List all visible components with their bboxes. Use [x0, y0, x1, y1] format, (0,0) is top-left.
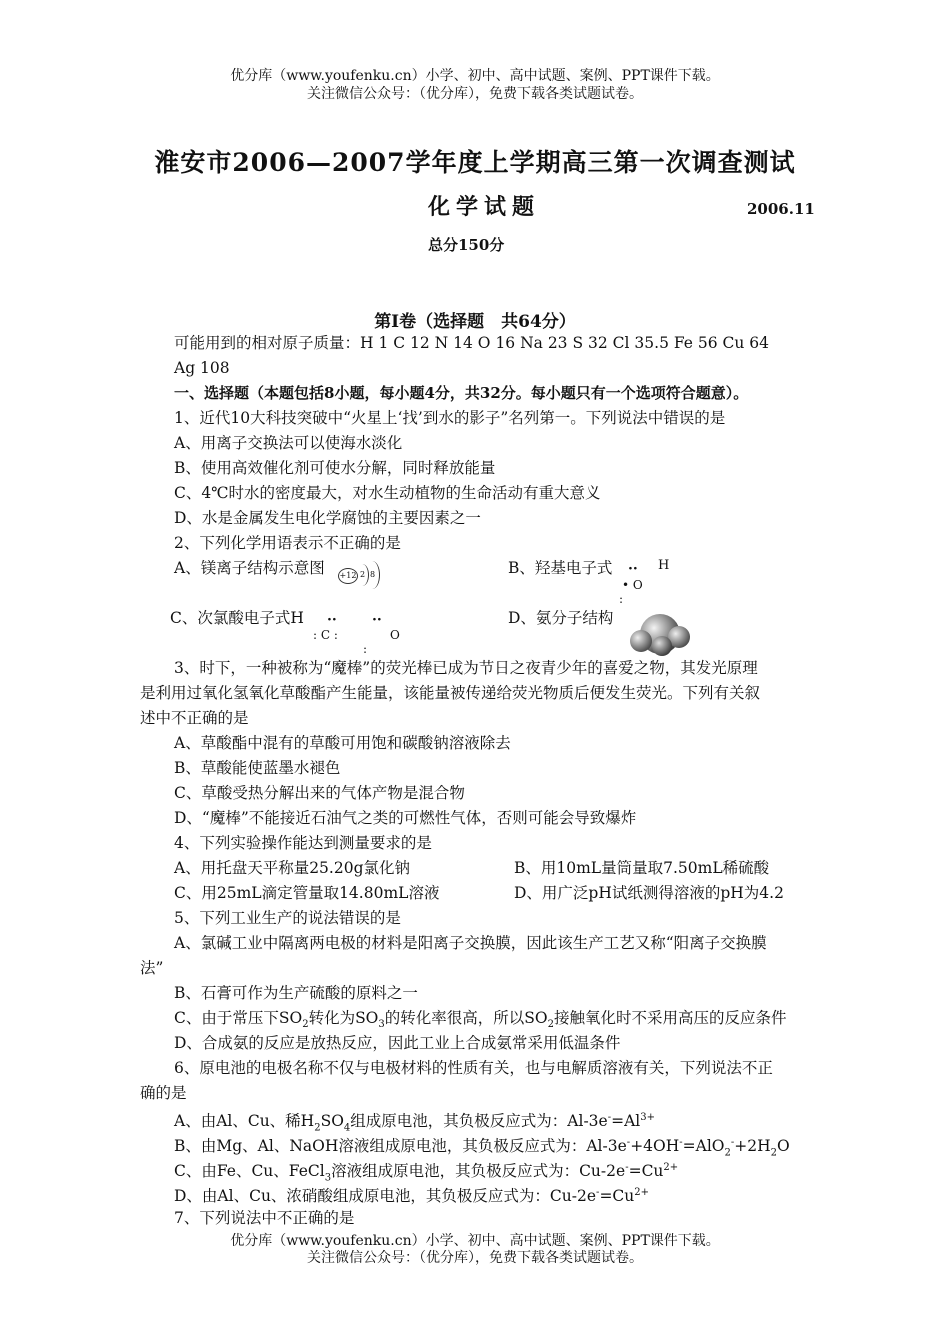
atomic-mass-line: 可能用到的相对原子质量：H 1 C 12 N 14 O 16 Na 23 S 32 Cl 35.5 Fe 56 Cu 64 — [174, 334, 770, 352]
hclo-o: O — [390, 628, 400, 642]
q3-option-d: D、“魔棒”不能接近石油气之类的可燃性气体，否则可能会导致爆炸 — [174, 809, 637, 827]
q3-line-3: 述中不正确的是 — [140, 709, 249, 727]
q6-option-d: D、由Al、Cu、浓硝酸组成原电池，其负极反应式为：$Cu-2e^-=Cu^{2+}$ — [174, 1187, 650, 1206]
q2-option-d: D、氨分子结构 — [508, 609, 614, 627]
shell-2-count: 8 — [370, 570, 376, 579]
q1-stem: 1、近代10大科技突破中“火星上‘找’到水的影子”名列第一。下列说法中错误的是 — [174, 409, 726, 427]
section-title: 第Ⅰ卷（选择题 共64分） — [374, 312, 576, 332]
q7-stem: 7、下列说法中不正确的是 — [174, 1209, 355, 1227]
q5-option-d: D、合成氨的反应是放热反应，因此工业上合成氨常采用低温条件 — [174, 1034, 621, 1052]
q1-option-c: C、4℃时水的密度最大，对水生动植物的生命活动有重大意义 — [174, 484, 601, 502]
q5-option-b: B、石膏可作为生产硫酸的原料之一 — [174, 984, 418, 1002]
exam-date: 2006.11 — [747, 200, 815, 218]
q1-option-a: A、用离子交换法可以使海水淡化 — [174, 434, 403, 452]
ammonia-model-icon — [628, 610, 694, 656]
q2-option-c: C、次氯酸电子式H — [170, 609, 304, 627]
hydroxyl-colon: : — [619, 592, 624, 606]
nucleus-circle: +12 — [338, 568, 358, 584]
q6-line-2: 确的是 — [140, 1084, 187, 1102]
q2-option-a: A、镁离子结构示意图 — [174, 559, 325, 577]
q4-option-c: C、用25mL滴定管量取14.80mL溶液 — [174, 884, 440, 902]
atomic-mass-line-2: Ag 108 — [174, 359, 230, 377]
q4-option-d: D、用广泛pH试纸测得溶液的pH为4.2 — [514, 884, 784, 902]
q6-line-1: 6、原电池的电极名称不仅与电极材料的性质有关，也与电解质溶液有关，下列说法不正 — [174, 1059, 773, 1077]
hclo-colon: : — [363, 642, 368, 656]
q3-line-2: 是利用过氧化氢氧化草酸酯产生能量，该能量被传递给荧光物质后便发生荧光。下列有关叙 — [140, 684, 761, 702]
q3-option-a: A、草酸酯中混有的草酸可用饱和碳酸钠溶液除去 — [174, 734, 511, 752]
hclo-cl: : C : — [313, 628, 338, 642]
footer-line-2: 关注微信公众号：（优分库），免费下载各类试题试卷。 — [307, 1250, 643, 1266]
header-line-2: 关注微信公众号：（优分库），免费下载各类试题试卷。 — [307, 86, 643, 102]
total-score: 总分150分 — [428, 236, 505, 254]
q1-option-b: B、使用高效催化剂可使水分解，同时释放能量 — [174, 459, 496, 477]
magnesium-ion-diagram — [338, 560, 388, 596]
q4-option-b: B、用10mL量筒量取7.50mL稀硫酸 — [514, 859, 770, 877]
exam-title: 淮安市2006—2007学年度上学期高三第一次调查测试 — [154, 148, 796, 177]
q2-option-b: B、羟基电子式 — [508, 559, 613, 577]
q4-stem: 4、下列实验操作能达到测量要求的是 — [174, 834, 432, 852]
hydroxyl-dots: ·· — [628, 561, 638, 577]
q3-line-1: 3、时下，一种被称为“魔棒”的荧光棒已成为节日之夜青少年的喜爱之物，其发光原理 — [174, 659, 758, 677]
shell-1-count: 2 — [360, 570, 366, 579]
q3-option-c: C、草酸受热分解出来的气体产物是混合物 — [174, 784, 465, 802]
hydroxyl-h: H — [658, 558, 670, 573]
exam-subtitle: 化学试题 — [428, 194, 541, 220]
q3-option-b: B、草酸能使蓝墨水褪色 — [174, 759, 341, 777]
q4-option-a: A、用托盘天平称量25.20g氯化钠 — [174, 859, 410, 877]
hclo-dots-1: ·· — [327, 612, 337, 628]
q2-stem: 2、下列化学用语表示不正确的是 — [174, 534, 401, 552]
hydroxyl-o: • O — [622, 578, 643, 592]
q1-option-d: D、水是金属发生电化学腐蚀的主要因素之一 — [174, 509, 481, 527]
q6-option-a: A、由Al、Cu、稀$H_2SO_4$组成原电池，其负极反应式为：$Al-3e^-=Al^{3+}$ — [174, 1112, 656, 1134]
q6-option-b: B、由Mg、Al、NaOH溶液组成原电池，其负极反应式为：$Al-3e^-+4OH^-=AlO_2^-+2H_2O$ — [174, 1137, 790, 1159]
header-line-1: 优分库（www.youfenku.cn）小学、初中、高中试题、案例、PPT课件下载。 — [230, 68, 720, 84]
q5-option-a: A、氯碱工业中隔离两电极的材料是阳离子交换膜，因此该生产工艺又称“阳离子交换膜 — [174, 934, 767, 952]
q6-option-c: C、由Fe、Cu、FeCl$_3$溶液组成原电池，其负极反应式为：$Cu-2e^-=Cu^{2+}$ — [174, 1162, 679, 1184]
hclo-dots-2: ·· — [372, 612, 382, 628]
q5-stem: 5、下列工业生产的说法错误的是 — [174, 909, 401, 927]
part-one-heading: 一、选择题（本题包括8小题，每小题4分，共32分。每小题只有一个选项符合题意）。 — [174, 384, 749, 402]
footer-line-1: 优分库（www.youfenku.cn）小学、初中、高中试题、案例、PPT课件下载。 — [230, 1233, 720, 1249]
q5-option-a-cont: 法” — [140, 959, 164, 977]
q5-option-c: C、由于常压下$SO_2$转化为$SO_3$的转化率很高，所以$SO_2$接触氧化时不采用高压的反应条件 — [174, 1009, 787, 1031]
